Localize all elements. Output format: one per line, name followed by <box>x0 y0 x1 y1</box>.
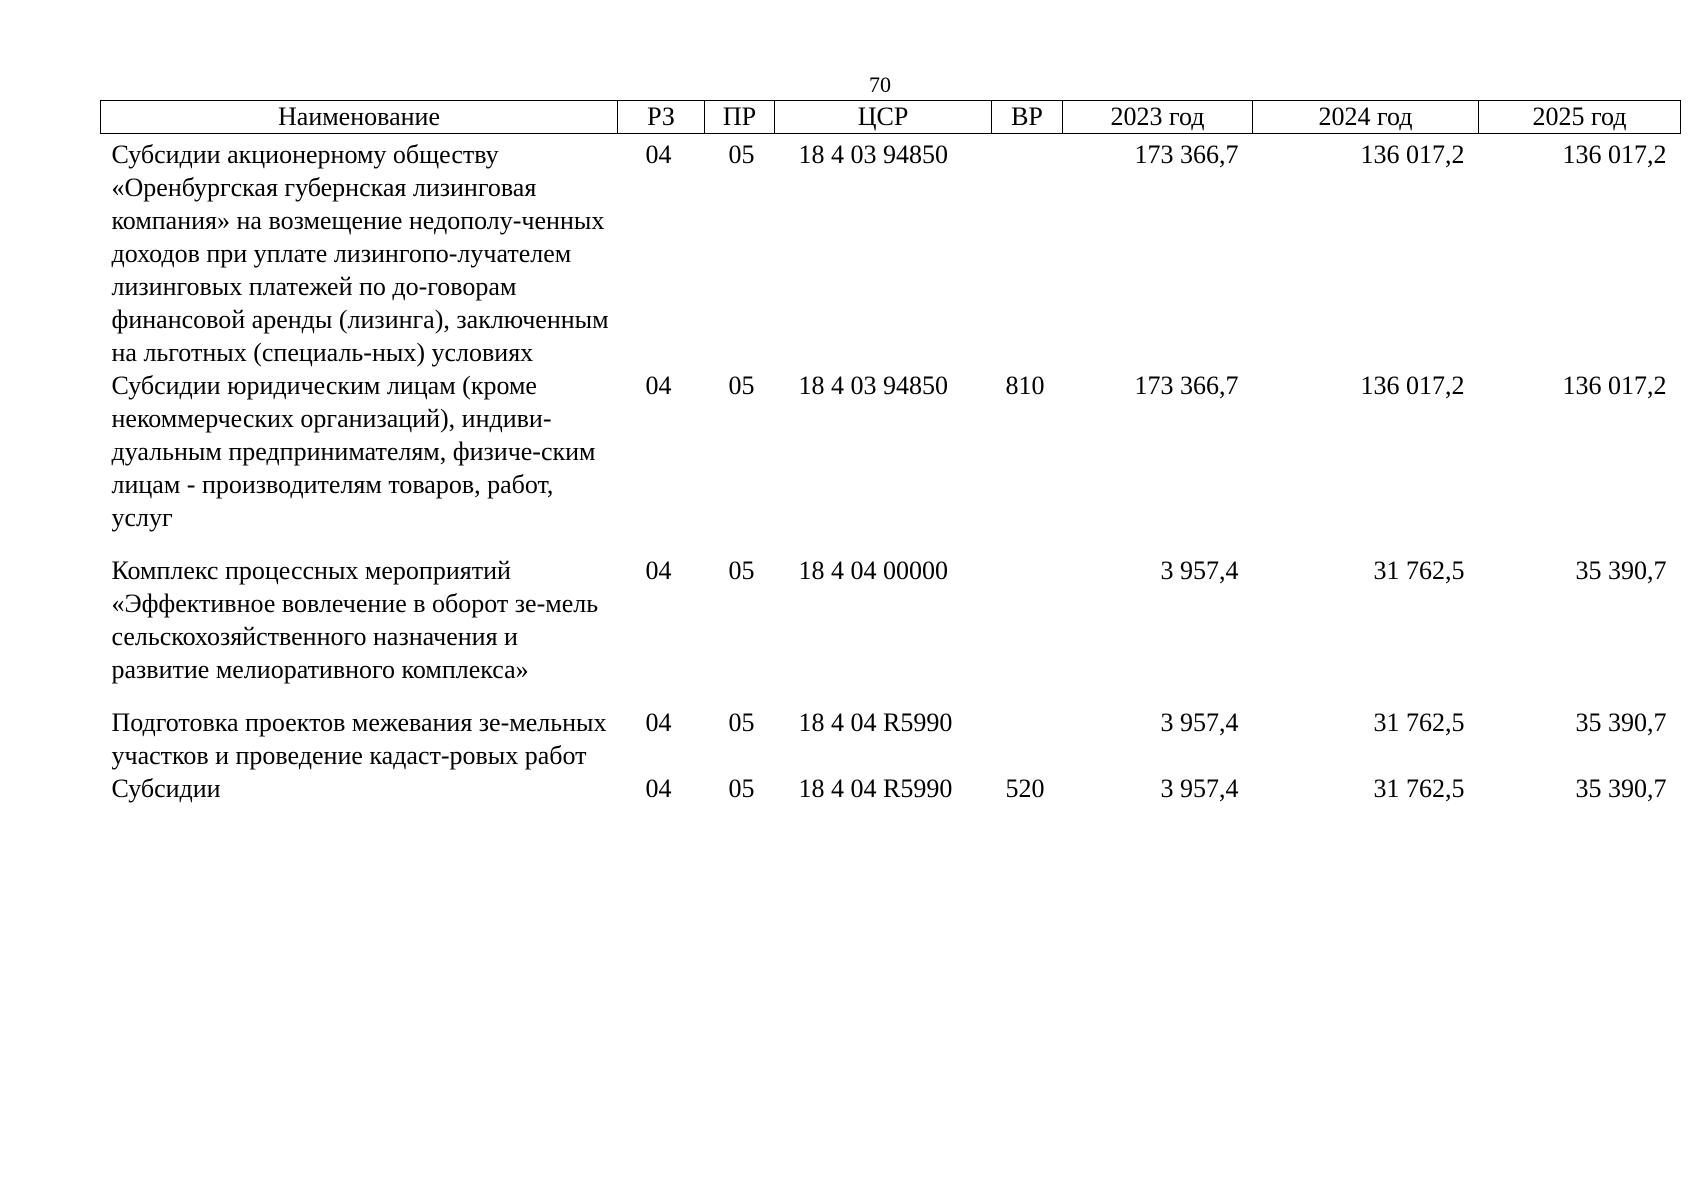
row-pr: 05 <box>728 371 755 400</box>
row-rz: 04 <box>645 371 672 400</box>
table-row <box>101 134 1681 370</box>
row-2024: 31 762,5 <box>1373 774 1465 803</box>
row-csr: 18 4 04 00000 <box>798 556 948 585</box>
row-vr <box>992 134 1063 370</box>
row-vr <box>992 706 1063 772</box>
row-2025: 35 390,7 <box>1575 774 1667 803</box>
row-rz: 04 <box>645 140 672 169</box>
row-name: Подготовка проектов межевания зе-мельных участков и проведение кадаст-ровых работ <box>111 708 607 770</box>
row-csr: 18 4 03 94850 <box>798 140 948 169</box>
table-header <box>101 101 1681 134</box>
row-csr: 18 4 03 94850 <box>798 371 948 400</box>
row-2023: 173 366,7 <box>1134 371 1239 400</box>
row-2023: 3 957,4 <box>1160 774 1239 803</box>
table-row <box>101 772 1681 805</box>
row-2023: 3 957,4 <box>1160 556 1239 585</box>
header-vr: ВР <box>992 101 1063 134</box>
row-2023: 173 366,7 <box>1134 140 1239 169</box>
row-vr <box>992 554 1063 706</box>
row-2025: 35 390,7 <box>1575 556 1667 585</box>
row-2025: 136 017,2 <box>1562 371 1667 400</box>
row-2024: 136 017,2 <box>1360 140 1465 169</box>
row-csr: 18 4 04 R5990 <box>798 708 953 737</box>
header-rz: РЗ <box>618 101 705 134</box>
table-body <box>101 134 1681 806</box>
table-row <box>101 554 1681 706</box>
row-2024: 136 017,2 <box>1360 371 1465 400</box>
row-name: Субсидии юридическим лицам (кроме некоммерческих организаций), индиви-дуальным предпринимателям, физиче-ским лицам - производителям товаров, работ, услуг <box>111 371 596 532</box>
header-pr: ПР <box>705 101 775 134</box>
row-rz: 04 <box>645 774 672 803</box>
header-2025: 2025 год <box>1479 101 1681 134</box>
row-pr: 05 <box>728 140 755 169</box>
row-vr: 520 <box>1005 774 1045 803</box>
header-2023: 2023 год <box>1063 101 1253 134</box>
row-pr: 05 <box>728 774 755 803</box>
row-2024: 31 762,5 <box>1373 708 1465 737</box>
row-csr: 18 4 04 R5990 <box>798 774 953 803</box>
header-name: Наименование <box>101 101 618 134</box>
row-rz: 04 <box>645 556 672 585</box>
page-number: 70 <box>869 72 891 97</box>
row-name: Комплекс процессных мероприятий «Эффективное вовлечение в оборот зе-мель сельскохозяйственного назначения и развитие мелиоративного комплекса» <box>111 556 599 684</box>
table-row <box>101 369 1681 554</box>
header-csr: ЦСР <box>775 101 992 134</box>
row-2024: 31 762,5 <box>1373 556 1465 585</box>
header-row <box>101 101 1681 134</box>
row-rz: 04 <box>645 708 672 737</box>
row-name: Субсидии акционерному обществу «Оренбургская губернская лизинговая компания» на возмещение недополу-ченных доходов при уплате лизингопо-лучателем лизинговых платежей по до-говорам финансовой аренды (лизинга), заключенным на льготных (специаль-ных) условиях <box>111 140 609 367</box>
row-pr: 05 <box>728 556 755 585</box>
row-name: Субсидии <box>111 774 221 803</box>
budget-table <box>100 100 1681 805</box>
header-2024: 2024 год <box>1253 101 1479 134</box>
row-2025: 35 390,7 <box>1575 708 1667 737</box>
row-2023: 3 957,4 <box>1160 708 1239 737</box>
table-row <box>101 706 1681 772</box>
row-2025: 136 017,2 <box>1562 140 1667 169</box>
row-pr: 05 <box>728 708 755 737</box>
row-vr: 810 <box>1005 371 1045 400</box>
